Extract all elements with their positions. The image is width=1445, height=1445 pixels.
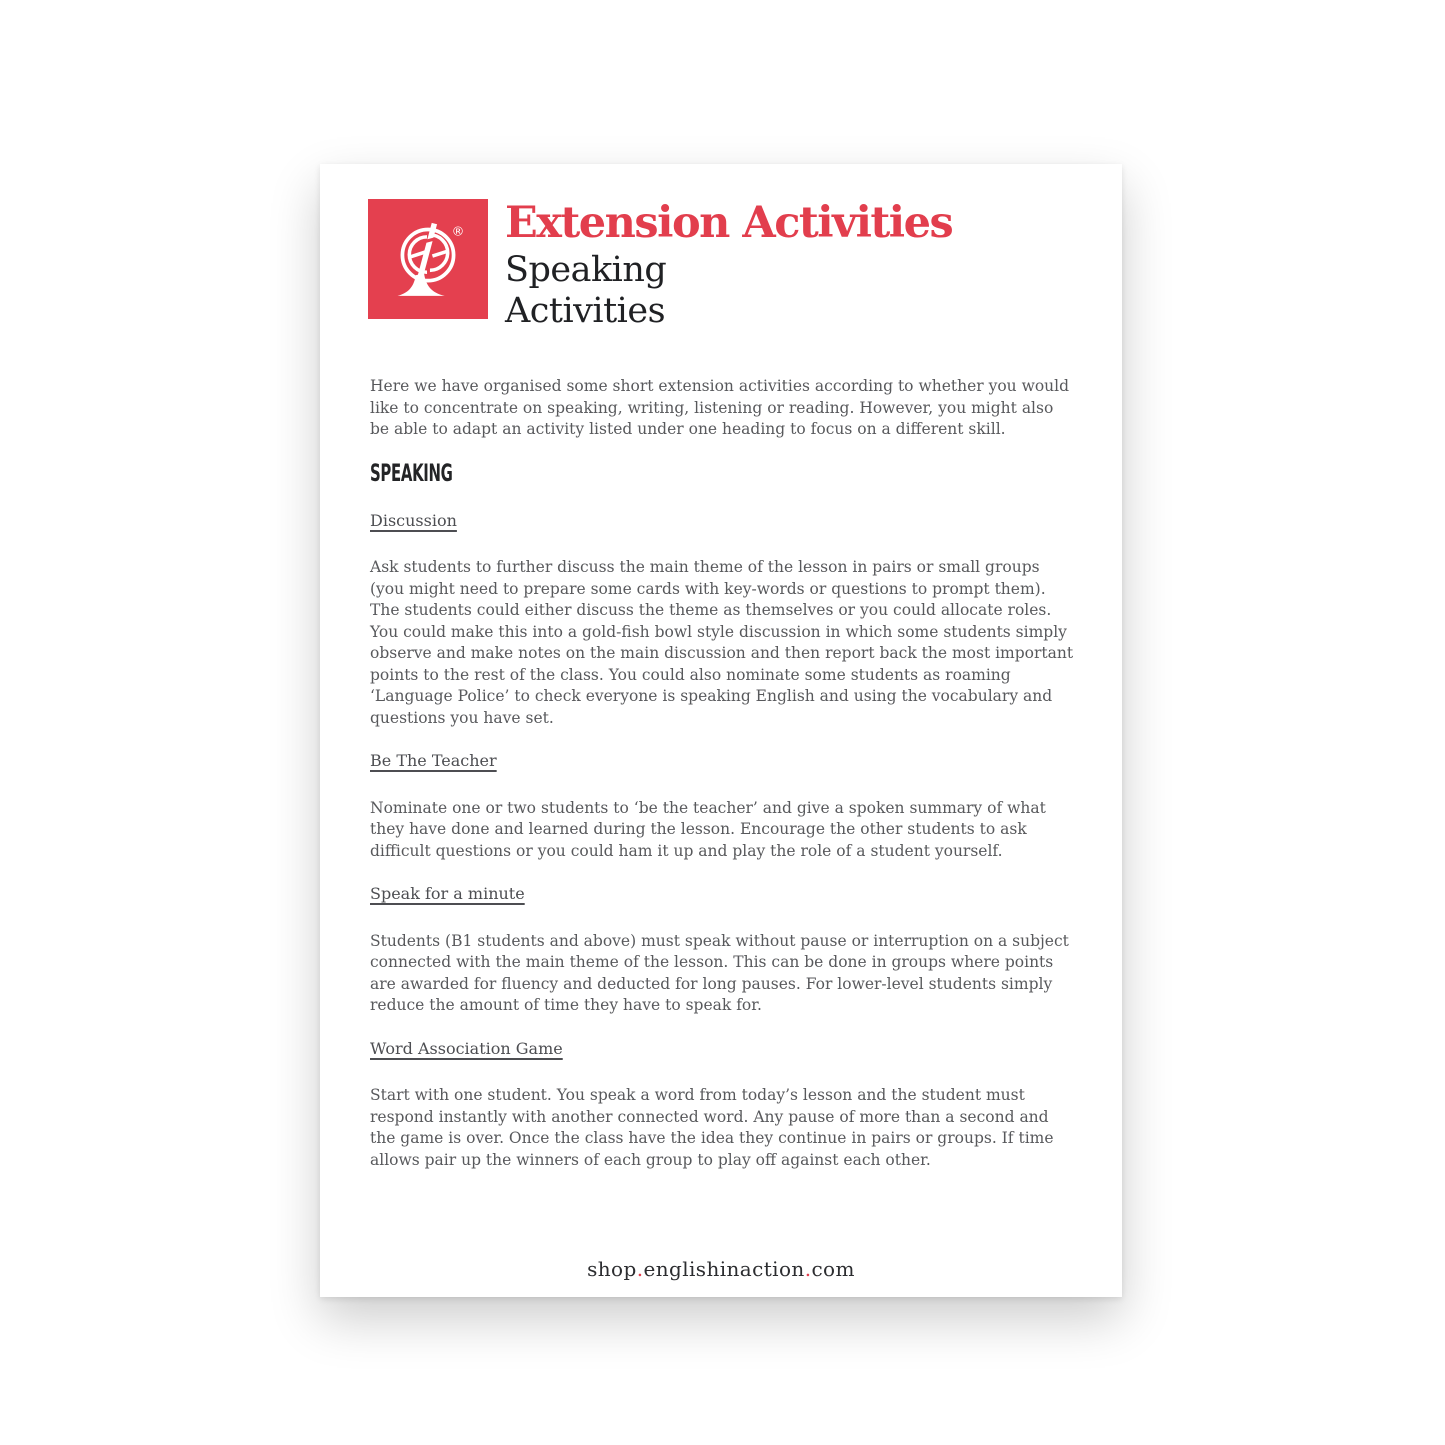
activity-paragraph: Nominate one or two students to ‘be the teacher’ and give a spoken summary of what they have done and learned during the lesson. Encourage the other students to ask difficult questions or you could ham it up and play the role of a student yourself. xyxy=(370,798,1046,860)
activity-paragraph: Ask students to further discuss the main theme of the lesson in pairs or small groups (you might need to prepare some cards with key-words or questions to prompt them). The students could either discuss the theme as themselves or you could allocate roles. You could make this into a gold-fish bowl style discussion in which some students simply observe and make notes on the main discussion and then report back the most important points to the rest of the class. You could also nominate some students as roaming ‘Language Police’ to check everyone is speaking English and using the vocabulary and questions you have set. xyxy=(370,558,1074,727)
document-sheet xyxy=(320,164,1122,1297)
brand-logo xyxy=(368,199,488,319)
page-subtitle-line-1: Speaking xyxy=(505,250,667,290)
footer-url-part: englishinaction xyxy=(643,1257,805,1281)
activity-title-word-association-game: Word Association Game xyxy=(370,1038,563,1058)
page-subtitle-line-2: Activities xyxy=(505,291,666,331)
title-block xyxy=(505,199,952,332)
document-header xyxy=(368,199,1076,332)
activity-title-discussion: Discussion xyxy=(370,510,457,530)
footer-url-dot: . xyxy=(636,1257,644,1281)
page-title: Extension Activities xyxy=(505,198,953,248)
footer-url-part: shop xyxy=(587,1257,637,1281)
footer-url-part: com xyxy=(811,1257,855,1281)
document-body xyxy=(370,376,1076,1171)
footer-url-dot: . xyxy=(804,1257,812,1281)
activity-title-be-the-teacher: Be The Teacher xyxy=(370,751,497,770)
globe-icon xyxy=(368,199,488,319)
footer-shop-url[interactable] xyxy=(587,1257,855,1281)
activity-paragraph: Start with one student. You speak a word from today’s lesson and the student must respond instantly with another connected word. Any pause of more than a second and the game is over. Once the class have the idea they continue in pairs or groups. If time allows pair up the winners of each group to play off against each other. xyxy=(370,1086,1054,1169)
activity-paragraph: Students (B1 students and above) must speak without pause or interruption on a subject connected with the main theme of the lesson. This can be done in groups where points are awarded for fluency and deducted for long pauses. For lower-level students simply reduce the amount of time they have to speak for. xyxy=(370,931,1069,1014)
activity-title-speak-for-a-minute: Speak for a minute xyxy=(370,884,525,903)
registered-trademark-icon: ® xyxy=(451,224,465,240)
document-footer xyxy=(320,1257,1122,1281)
section-heading-speaking: SPEAKING xyxy=(370,458,453,487)
intro-paragraph: Here we have organised some short extension activities according to whether you would like to concentrate on speaking, writing, listening or reading. However, you might also be able to adapt an activity listed under one heading to focus on a different skill. xyxy=(370,377,1070,438)
